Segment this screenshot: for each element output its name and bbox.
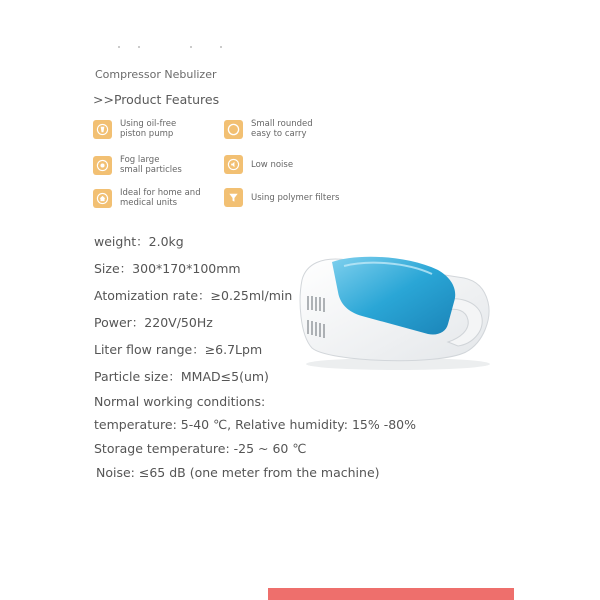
spec-atomization-rate: Atomization rate：≥0.25ml/min	[94, 288, 293, 303]
bottom-accent-bar	[268, 588, 514, 600]
spec-noise: Noise: ≤65 dB (one meter from the machine)	[96, 465, 380, 480]
feature-fog-particles	[93, 155, 230, 175]
feature-home-medical	[93, 188, 230, 208]
feature-text: Using oil-free piston pump	[120, 119, 177, 139]
spec-flow-range: Liter flow range：≥6.7Lpm	[94, 342, 263, 357]
spec-temperature: temperature: 5-40 ℃, Relative humidity: 15% -80%	[94, 417, 416, 432]
feature-text: Low noise	[251, 159, 294, 170]
decorative-dots	[118, 46, 228, 50]
feature-text: Using polymer filters	[251, 192, 340, 203]
feature-polymer-filters	[224, 188, 361, 207]
page-title: Compressor Nebulizer	[95, 68, 217, 81]
filter-icon	[224, 188, 243, 207]
feature-text: Small rounded easy to carry	[251, 119, 313, 139]
spec-storage-temperature: Storage temperature: -25 ~ 60 ℃	[94, 441, 307, 456]
feature-low-noise	[224, 155, 361, 174]
home-icon	[93, 189, 112, 208]
features-heading: >>Product Features	[93, 92, 220, 107]
spec-particle-size: Particle size：MMAD≤5(um)	[94, 369, 269, 384]
spec-power: Power：220V/50Hz	[94, 315, 213, 330]
fog-icon	[93, 156, 112, 175]
spec-size: Size：300*170*100mm	[94, 261, 241, 276]
feature-oil-free-pump	[93, 119, 230, 139]
feature-text: Fog large small particles	[120, 155, 182, 175]
spec-working-conditions: Normal working conditions:	[94, 394, 266, 409]
spec-weight: weight：2.0kg	[94, 234, 184, 249]
nebulizer-device-image	[288, 240, 494, 372]
circle-icon	[224, 120, 243, 139]
piston-icon	[93, 120, 112, 139]
feature-small-rounded	[224, 119, 361, 139]
noise-icon	[224, 155, 243, 174]
feature-text: Ideal for home and medical units	[120, 188, 201, 208]
